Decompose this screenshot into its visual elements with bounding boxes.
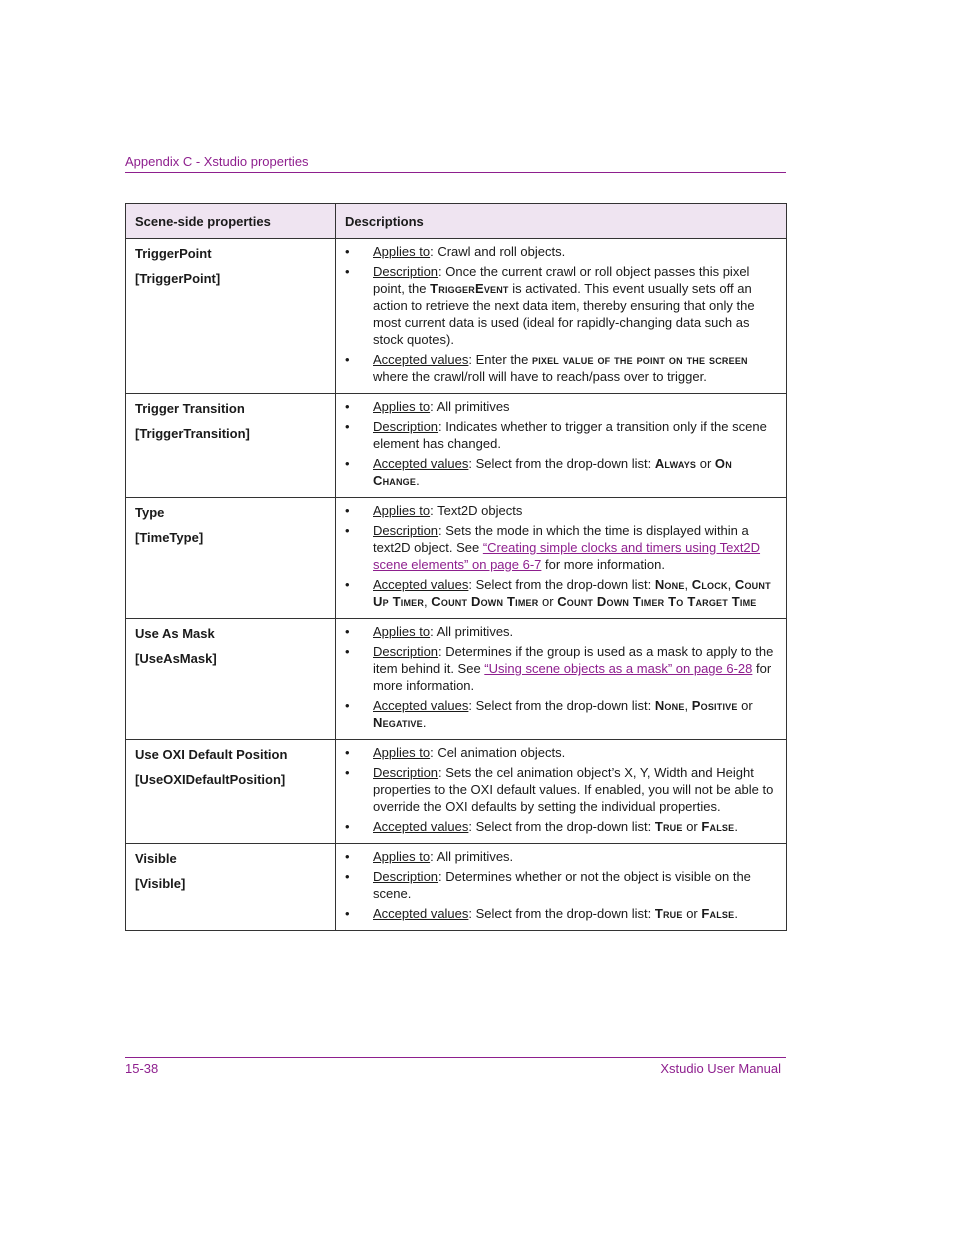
keyword: Negative: [373, 715, 423, 730]
table-row: [126, 394, 787, 498]
property-cell: [126, 239, 336, 394]
applies-text: : All primitives.: [430, 624, 514, 639]
page-number: 15-38: [125, 1061, 159, 1076]
separator: ,: [684, 577, 692, 592]
accepted-values-text: .: [734, 906, 738, 921]
separator: ,: [424, 594, 432, 609]
accepted-values-label: Accepted values: [373, 819, 469, 834]
description-label: Description: [373, 644, 439, 659]
description-label: Description: [373, 264, 439, 279]
bullet: •: [345, 352, 350, 367]
running-header: Appendix C - Xstudio properties: [125, 154, 309, 169]
keyword: On Change: [373, 456, 732, 488]
description-text: : Indicates whether to trigger a transition only if the scene element has changed.: [373, 419, 767, 451]
description-text: : Determines whether or not the object is visible on the scene.: [373, 869, 751, 901]
separator: ,: [727, 577, 735, 592]
table-row: [126, 740, 787, 844]
applies-label: Applies to: [373, 624, 431, 639]
accepted-values-text: or: [696, 456, 715, 471]
applies-text: : Cel animation objects.: [430, 745, 566, 760]
keyword: None: [654, 577, 685, 592]
column-header-descriptions: Descriptions: [336, 204, 787, 239]
table-header-row: [126, 204, 787, 239]
accepted-values-text: or: [682, 819, 702, 834]
bullet: •: [345, 264, 350, 279]
keyword: Count Down Timer To Target Time: [557, 594, 757, 609]
bullet: •: [345, 419, 350, 434]
footer-rule: [125, 1057, 786, 1058]
accepted-values-label: Accepted values: [373, 906, 469, 921]
description-text: : Sets the cel animation object’s X, Y, Width and Height properties to the OXI default values. If enabled, you will not be able to override the OXI defaults by setting the individual properties.: [373, 765, 774, 814]
bullet: •: [345, 624, 350, 639]
property-key: [TimeType]: [135, 530, 204, 545]
description-text: : Once the current crawl or roll object passes this pixel point, the: [373, 264, 750, 296]
keyword: Count Up Timer: [373, 577, 771, 609]
applies-label: Applies to: [373, 244, 431, 259]
keyword: False: [701, 819, 735, 834]
accepted-values-text: : Select from the drop-down list:: [468, 698, 655, 713]
list-item: [345, 905, 777, 922]
property-cell: [126, 498, 336, 619]
table-row: [126, 498, 787, 619]
description-cell: [336, 498, 787, 619]
table-row: [126, 239, 787, 394]
list-item: [345, 764, 777, 815]
description-label: Description: [373, 765, 439, 780]
applies-text: : All primitives: [430, 399, 510, 414]
keyword: TriggerEvent: [430, 281, 509, 296]
header-rule: [125, 172, 786, 173]
description-cell: [336, 844, 787, 931]
list-item: [345, 576, 777, 610]
property-name: Type: [135, 505, 165, 520]
description-cell: [336, 394, 787, 498]
list-item: [345, 455, 777, 489]
list-item: [345, 398, 777, 415]
list-item: [345, 643, 777, 694]
list-item: [345, 848, 777, 865]
manual-title: Xstudio User Manual: [660, 1061, 781, 1076]
accepted-values-text: or: [737, 698, 753, 713]
description-label: Description: [373, 523, 439, 538]
description-text: for more information.: [541, 557, 665, 572]
bullet: •: [345, 244, 350, 259]
column-header-properties: Scene-side properties: [126, 204, 336, 239]
accepted-values-text: .: [734, 819, 738, 834]
property-cell: [126, 844, 336, 931]
description-cell: [336, 619, 787, 740]
list-item: [345, 502, 777, 519]
property-key: [TriggerTransition]: [135, 426, 250, 441]
table-row: [126, 844, 787, 931]
property-cell: [126, 740, 336, 844]
list-item: [345, 243, 777, 260]
keyword: Always: [654, 456, 697, 471]
keyword: False: [701, 906, 735, 921]
property-key: [TriggerPoint]: [135, 271, 221, 286]
list-item: [345, 818, 777, 835]
property-cell: [126, 394, 336, 498]
bullet: •: [345, 906, 350, 921]
bullet: •: [345, 698, 350, 713]
property-key: [UseAsMask]: [135, 651, 217, 666]
accepted-values-text: or: [682, 906, 702, 921]
list-item: [345, 351, 777, 385]
bullet: •: [345, 523, 350, 538]
keyword: Positive: [691, 698, 738, 713]
description-label: Description: [373, 869, 439, 884]
list-item: [345, 623, 777, 640]
keyword: True: [654, 819, 683, 834]
accepted-values-text: .: [416, 473, 420, 488]
bullet: •: [345, 644, 350, 659]
keyword: pixel value of the point on the screen: [532, 352, 748, 367]
accepted-values-label: Accepted values: [373, 698, 469, 713]
property-name: Use OXI Default Position: [135, 747, 288, 762]
bullet: •: [345, 819, 350, 834]
accepted-values-label: Accepted values: [373, 456, 469, 471]
list-item: [345, 697, 777, 731]
cross-reference-link[interactable]: “Creating simple clocks and timers using Text2D scene elements” on page 6-7: [373, 540, 761, 572]
bullet: •: [345, 503, 350, 518]
bullet: •: [345, 745, 350, 760]
bullet: •: [345, 577, 350, 592]
accepted-values-text: where the crawl/roll will have to reach/pass over to trigger.: [373, 369, 707, 384]
applies-label: Applies to: [373, 745, 431, 760]
table-row: [126, 619, 787, 740]
keyword: True: [654, 906, 683, 921]
list-item: [345, 418, 777, 452]
description-label: Description: [373, 419, 439, 434]
accepted-values-text: : Select from the drop-down list:: [468, 577, 655, 592]
list-item: [345, 744, 777, 761]
property-name: TriggerPoint: [135, 246, 212, 261]
applies-text: : Text2D objects: [430, 503, 523, 518]
bullet: •: [345, 849, 350, 864]
applies-label: Applies to: [373, 849, 431, 864]
keyword: Clock: [691, 577, 728, 592]
description-text: for more information.: [373, 661, 772, 693]
accepted-values-text: : Select from the drop-down list:: [468, 456, 655, 471]
list-item: [345, 868, 777, 902]
accepted-values-text: : Select from the drop-down list:: [468, 906, 655, 921]
applies-text: : All primitives.: [430, 849, 514, 864]
property-name: Visible: [135, 851, 177, 866]
property-key: [Visible]: [135, 876, 186, 891]
description-text: : Determines if the group is used as a mask to apply to the item behind it. See: [373, 644, 774, 676]
accepted-values-text: : Enter the: [468, 352, 532, 367]
property-key: [UseOXIDefaultPosition]: [135, 772, 286, 787]
list-item: [345, 263, 777, 348]
bullet: •: [345, 869, 350, 884]
description-text: : Sets the mode in which the time is displayed within a text2D object. See: [373, 523, 749, 555]
accepted-values-label: Accepted values: [373, 352, 469, 367]
applies-text: : Crawl and roll objects.: [430, 244, 566, 259]
description-cell: [336, 740, 787, 844]
properties-table: [125, 203, 787, 931]
bullet: •: [345, 765, 350, 780]
separator: ,: [684, 698, 692, 713]
applies-label: Applies to: [373, 399, 431, 414]
accepted-values-label: Accepted values: [373, 577, 469, 592]
accepted-values-text: .: [422, 715, 427, 730]
applies-label: Applies to: [373, 503, 431, 518]
keyword: None: [654, 698, 685, 713]
property-name: Trigger Transition: [135, 401, 245, 416]
list-item: [345, 522, 777, 573]
property-cell: [126, 619, 336, 740]
bullet: •: [345, 456, 350, 471]
description-text: is activated. This event usually sets off an action to retrieve the next data item, thereby ensuring that only the most current data is used (ideal for rapidly-changing data such as stock quotes).: [373, 281, 755, 347]
keyword: Count Down Timer: [431, 594, 539, 609]
property-name: Use As Mask: [135, 626, 215, 641]
description-cell: [336, 239, 787, 394]
cross-reference-link[interactable]: “Using scene objects as a mask” on page 6-28: [484, 661, 753, 676]
accepted-values-text: or: [538, 594, 558, 609]
accepted-values-text: : Select from the drop-down list:: [468, 819, 655, 834]
bullet: •: [345, 399, 350, 414]
